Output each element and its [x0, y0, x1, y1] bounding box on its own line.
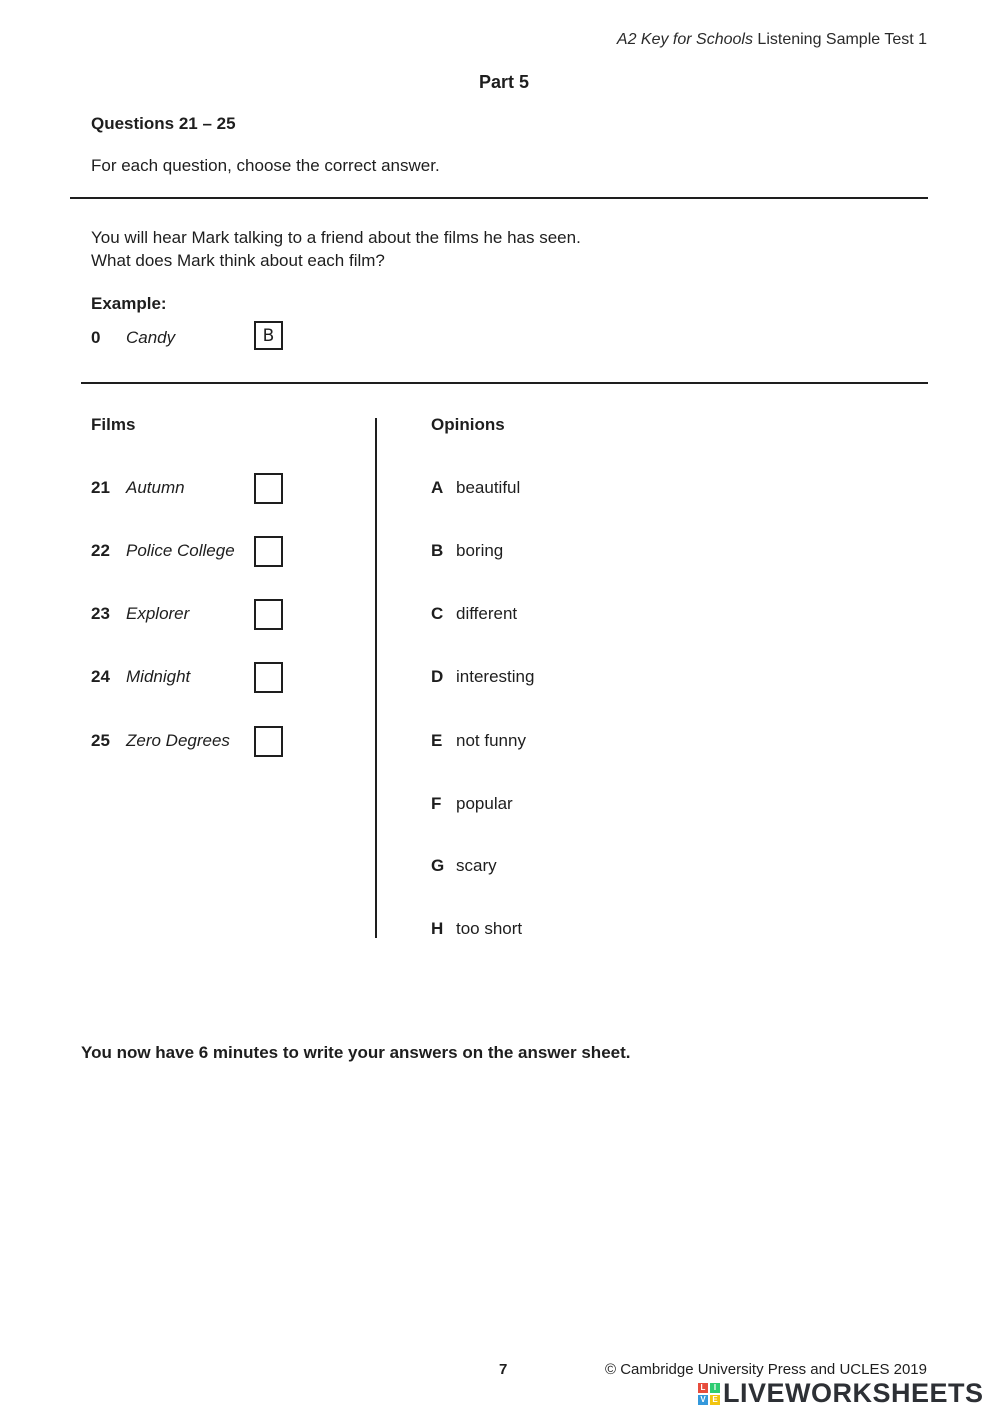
option-letter: H: [431, 919, 444, 938]
question-number: 22: [91, 541, 110, 560]
option-a: [431, 478, 520, 498]
option-text: popular: [456, 794, 513, 813]
option-text: beautiful: [456, 478, 521, 497]
divider-rule: [70, 197, 928, 199]
option-e: [431, 731, 526, 751]
example-answer: B: [262, 325, 275, 346]
option-f: [431, 794, 513, 814]
instruction-text: For each question, choose the correct answer.: [91, 156, 440, 175]
option-letter: F: [431, 794, 442, 813]
option-letter: E: [431, 731, 443, 750]
page-number: 7: [499, 1361, 508, 1378]
film-title: Police College: [126, 541, 235, 560]
intro-line: You will hear Mark talking to a friend about the films he has seen.: [91, 228, 581, 247]
logo-icon-tile: E: [710, 1395, 720, 1405]
logo-icon-tile: L: [698, 1383, 708, 1393]
logo-icon-tile: I: [710, 1383, 720, 1393]
films-heading: Films: [91, 415, 136, 434]
option-letter: G: [431, 856, 445, 875]
film-title: Autumn: [126, 478, 185, 497]
example-answer-box: [254, 321, 283, 350]
logo-icon-tile: V: [698, 1395, 708, 1405]
divider-rule: [81, 382, 928, 384]
question-row-22: [91, 536, 291, 568]
option-text: different: [456, 604, 518, 623]
column-divider: [375, 418, 377, 938]
liveworksheets-logo: [698, 1378, 984, 1409]
option-letter: C: [431, 604, 444, 623]
opinions-heading: Opinions: [431, 415, 505, 434]
header-title: A2 Key for Schools Listening Sample Test 1: [616, 31, 927, 48]
question-number: 21: [91, 478, 110, 497]
option-text: boring: [456, 541, 504, 560]
option-g: [431, 856, 497, 876]
intro-text: [91, 226, 581, 272]
question-row-23: [91, 599, 291, 631]
option-c: [431, 604, 517, 624]
copyright-text: © Cambridge University Press and UCLES 2019: [604, 1361, 927, 1378]
question-row-24: [91, 662, 291, 694]
film-title: Zero Degrees: [126, 731, 230, 750]
logo-icon: [698, 1383, 720, 1405]
film-title: Explorer: [126, 604, 190, 623]
option-b: [431, 541, 503, 561]
answer-box-25[interactable]: [254, 726, 283, 757]
question-row-25: [91, 726, 291, 758]
question-number: 24: [91, 667, 110, 686]
film-title: Midnight: [126, 667, 191, 686]
intro-line: What does Mark think about each film?: [91, 251, 385, 270]
questions-range: Questions 21 – 25: [91, 114, 236, 133]
question-row-21: [91, 473, 291, 505]
question-number: 23: [91, 604, 110, 623]
answer-box-23[interactable]: [254, 599, 283, 630]
option-text: not funny: [456, 731, 526, 750]
option-text: scary: [456, 856, 497, 875]
option-h: [431, 919, 522, 939]
example-label: Example:: [91, 294, 167, 313]
option-letter: B: [431, 541, 444, 560]
option-letter: A: [431, 478, 444, 497]
logo-text: LIVEWORKSHEETS: [723, 1378, 984, 1408]
example-film: Candy: [126, 328, 176, 347]
option-text: interesting: [456, 667, 535, 686]
option-letter: D: [431, 667, 444, 686]
example-number: 0: [91, 328, 101, 347]
answer-box-24[interactable]: [254, 662, 283, 693]
question-number: 25: [91, 731, 110, 750]
option-d: [431, 667, 534, 687]
answer-box-22[interactable]: [254, 536, 283, 567]
option-text: too short: [456, 919, 523, 938]
part-title: Part 5: [478, 72, 530, 92]
footer-instruction: You now have 6 minutes to write your answers on the answer sheet.: [81, 1043, 631, 1062]
answer-box-21[interactable]: [254, 473, 283, 504]
